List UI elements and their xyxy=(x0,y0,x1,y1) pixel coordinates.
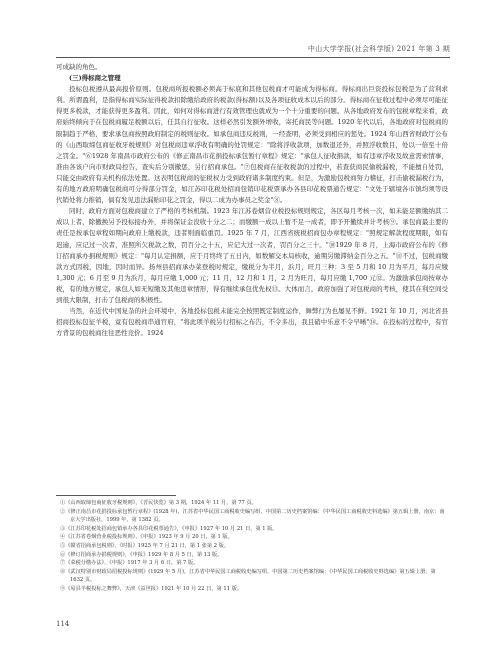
footnote-item: ②《修正南昌市花捐投标承包暂行章程》(1928 年)，江苏省中华民国工商税收史编写组、中国第二历史档案馆编：《中华民国工商税收史料选编》第五辑上册，南京：南京大学出版社，1999 年，第 1382 页。 xyxy=(60,508,445,524)
header-rule xyxy=(56,57,450,58)
footnote-item: ④《江苏省卷烟营业税投标规则》，《申报》1923 年 9 月 20 日，第 1 版。 xyxy=(60,534,233,541)
footnote-item: ①《山西取缔包商征收牙税规则》，《晋民快览》第 3 期，1924 年 11 月，第 77 页。 xyxy=(60,500,257,506)
paragraph-2: 同时，政府方面对包税商建立了严格的考核机制。1923 年江苏卷烟营业税投标规则规定，各区每月考核一次，如未能足额缴纳其二成以上者，除撤换另予投标接办外，并将保证金没收十分之二；而缴额一成以上暂不足一成者，即予开撤续并计考核⑨。承包商最主要的责任是按承包章程如期向政府上缴税款，违者则面临重罚。1925 年 7 月，江西省统税招商包办章程规定："照规定解款程度期限，如有迟逾，应记过一次者，准照所欠税款之数，罚百分之十五，应记大过一次者，罚百分之三十。"⑩1929 年 8 月，上海市政府公布的《修订招商承办捐税规则》规定："每月认定捐额，应于月终终了五日内，如数解交本局核收，逾期另缴滞纳金百分之五。"⑪不过，包税商缴款方式因税，因地，因时而异。扬州县招商承办菜登税时规定，缴税分为半月，浜月，旺月三种：3 至 5 月和 10 月为平月，每月应缴 1,300 元；6 月至 9 月为浜月，每月应缴 1,000 元；11 月，12 月和 1 月，2 月为旺月，每月应缴 1,700 元⑫。为激励承包商按章办税，有的地方规定，承包人如无短缴及其他违章情形，得有继续承包优先权⑬。大体而言，政府加强了对包税商的考核，使其在利空间受到很大限制，打击了包税商的积极性。 xyxy=(56,207,448,304)
section-title: (三)得标商之管理 xyxy=(69,74,121,83)
footnote-item: ⑥《修订招商承办捐税规则》，《申报》1929 年 8 月 5 日，第 13 版。 xyxy=(60,551,223,558)
footnote-item: ③《江苏印花税处招商包销承办各县印花税票通告》，《申报》1927 年 10 月 21 日，第 1 版。 xyxy=(60,525,278,532)
footnotes xyxy=(56,499,448,594)
paragraph-1: 投标包税遵从最高报价原则。包税商所报税额必须高于标底和其他包税商才可能成为得标商。得标商出巨资投标包税是为了营利求利。所谓盈利，是指得标商实际征得税款扣除缴给政府的税款(得标额)以及各项征收成本以后的部分。得标商在征收过程中必须尽可能征得更多税款，才能获得更多盈利。因此，如何对得标商进行有效管理也就成为一个十分重要的问题。从各地政府发布的包税章程来看，政府始终倾向于在包税商履足税额以后，任其自行征收。这样必然引发额外增收，寄托商民等问题。1920 年代以后，各地政府对包税商的限制趋于严格，要求承包商按照政府制定的税则征收。如承包商违反税则，一经查明，必须受到相应的惩处。1924 年山西省财政厅公布的《山西取缔包商征收牙税规则》对包税商违章浮收有明确的处罚规定："除将浮收款项，加数退还外，并照浮收数目，处以一倍至十倍之罚金。"⑥1928 年南昌市政府公布的《修正南昌市花捐投标承包暂行章程》规定："承包人征收捐款，如有违章浮收及故意需索情事，准由各该户向市财政局控告，查实后分别撤惩，另行招商承包。"⑦包税商在征收税款的过程中，若查获商民偷税漏税，不能擅自处罚，只能交由政府有关机构依法处置。这表明包税商的征税权力受到政府诸多制度约束。但是，为激励包税商努力稽征，打击偷税漏税行为，有的地方政府明确包税商可分得部分罚金，如江苏印花税处招商包销印花税票承办各县印花税票通告规定："文处于辖境各市镇均须等设代销处将力推销，倘有发见违法漏贴印花之罚金，得以二成为办事员之奖金"⑧。 xyxy=(56,85,448,205)
page-number: 114 xyxy=(56,620,70,628)
footnote-rule xyxy=(56,495,176,496)
footnote-item: ⑦《菜税分缴办法》，《申报》1917 年 3 月 6 日，第 7 版。 xyxy=(60,560,199,567)
running-header: 中山大学学报(社会科学版) 2021 年第 3 期 xyxy=(307,45,450,53)
footnote-item: ⑧《武汉特别市财政局招税投标规则》(1929 年 5 月)，江苏省中华民国工商税收史编写组、中国第二历史档案馆编：《中华民国工商税收史料选编》第五辑上册，第 1632 页。 xyxy=(60,568,436,584)
footnote-item: ⑤《赣省招商承包税则》，《时报》1925 年 7 月 21 日，第 1 张第 2 版。 xyxy=(60,542,230,549)
footnote-item: ⑨《易县羊税投标之舞弊》，天津《益世报》1921 年 10 月 22 日，第 11 版。 xyxy=(60,585,243,592)
paragraph-3: 当然，在近代中国复杂的社会环境中，各地投标包税未能完全按照既定制度运作，舞弊行为也屡见不鲜。1921 年 10 月，河北省县招商投标包征羊税，竟有包税商串通官府，"将此项羊税另行招标之布告，不令多出，我且硝中乐意不令早晰"⑭。在投标的过程中，有官方背景的包税商往往恶性竞价。1924 xyxy=(56,307,448,338)
intro-line: 可成缺的角色。 xyxy=(56,63,102,71)
article-body xyxy=(56,62,448,339)
